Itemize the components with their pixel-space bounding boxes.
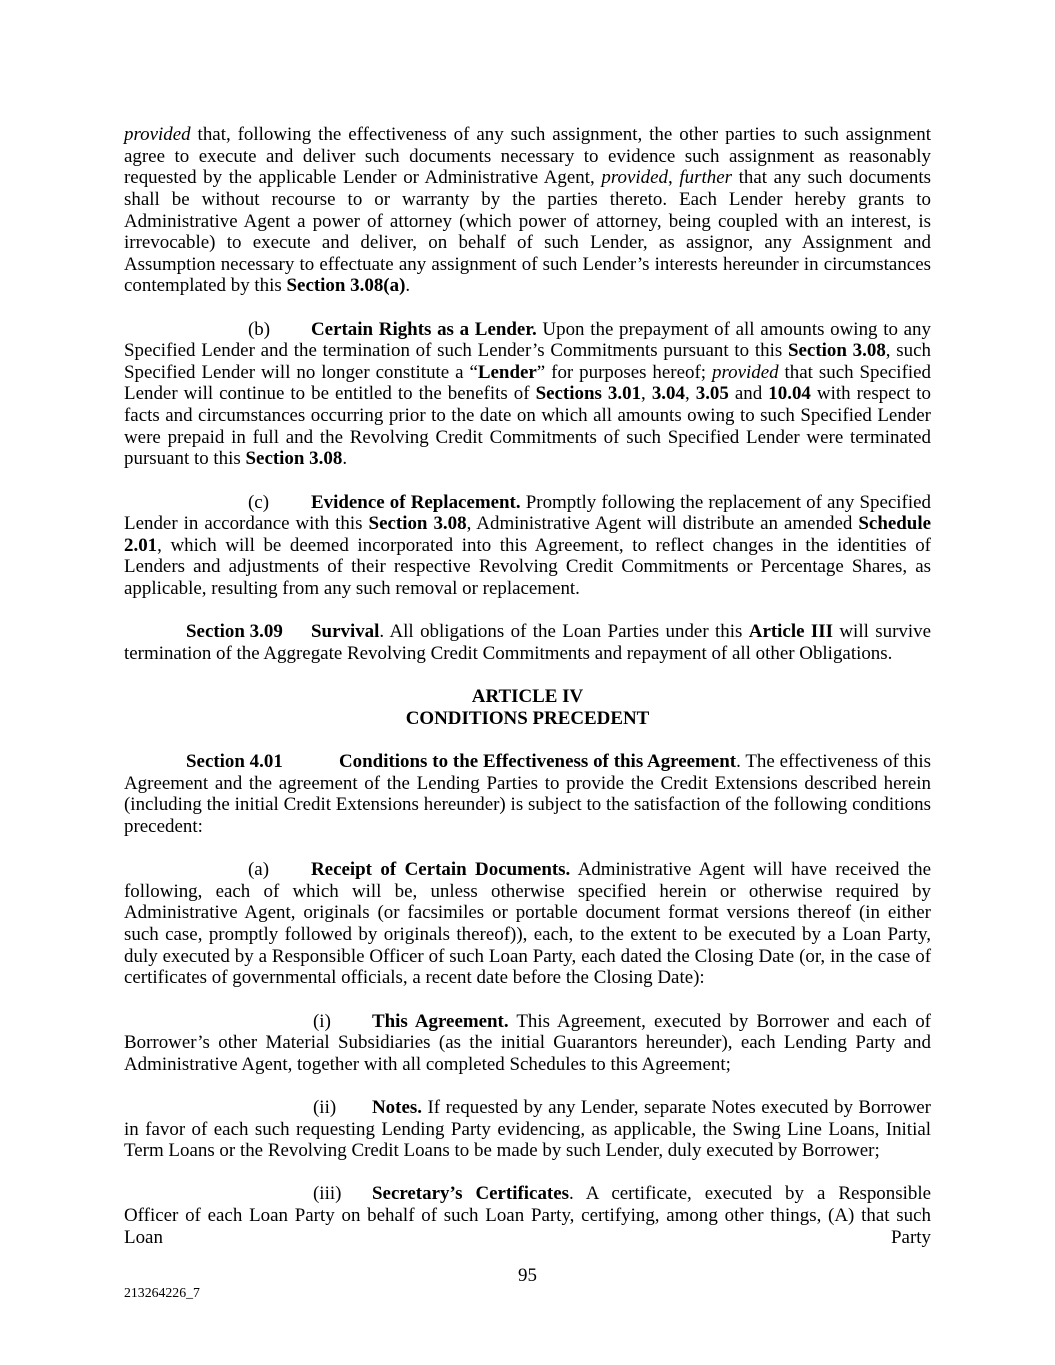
cross-reference: Schedule 2.01 <box>124 513 931 556</box>
cross-reference: 3.04 <box>651 383 685 405</box>
body-text: . The effectiveness of this Agreement and the agreement of the Lending Parties to provide the Credit Extensions described herein (including the initial Credit Extensions hereunder) is subject to the satisfaction of the following conditions precedent: <box>124 751 932 837</box>
body-text: , <box>668 167 680 189</box>
cross-reference: Section 3.08 <box>245 448 343 470</box>
paragraph-section-3-08a-continuation <box>124 124 931 297</box>
cross-reference: Section 3.08 <box>368 513 467 535</box>
clause-label: (i) <box>313 1010 331 1032</box>
article-title: CONDITIONS PRECEDENT <box>405 707 650 729</box>
body-text: . All obligations of the Loan Parties under this <box>379 621 749 643</box>
section-number: Section 4.01 <box>186 751 283 773</box>
body-text: . <box>342 448 348 470</box>
body-text: , such Specified Lender will no longer constitute a “ <box>124 340 931 383</box>
body-text: Upon the prepayment of all amounts owing to any Specified Lender and the termination of such Lender’s Commitments pursuant to this <box>124 318 931 362</box>
clause-label: (b) <box>248 318 271 340</box>
cross-reference: Article III <box>748 621 833 643</box>
clause-heading: Notes. <box>372 1097 422 1118</box>
document-body <box>124 124 931 1270</box>
clause-heading: This Agreement. <box>372 1010 509 1032</box>
body-text: will survive termination of the Aggregate Revolving Credit Commitments and repayment of all other Obligations. <box>124 621 931 664</box>
clause-heading: Receipt of Certain Documents. <box>311 859 571 881</box>
clause-i-this-agreement <box>124 1011 931 1076</box>
body-text: This Agreement, executed by Borrower and each of Borrower’s other Material Subsidiaries (as the initial Guarantors hereunder), each Lending Party and Administrative Agent, together with all completed Schedules to this Agreement; <box>124 1010 931 1075</box>
body-text: that any such documents shall be without recourse to or warranty by the parties thereto. Each Lender hereby grants to Administrative Agent a power of attorney (which power of attorney, being coupled with an interest, is irrevocable) to execute and deliver, on behalf of such Lender, as assignor, any Assignment and Assumption necessary to effectuate any assignment of such Lender’s interests hereunder in circumstances contemplated by this <box>124 167 932 297</box>
clause-heading: Secretary’s Certificates <box>372 1183 570 1205</box>
cross-reference: Sections 3.01 <box>535 383 642 405</box>
body-text: If requested by any Lender, separate Notes executed by Borrower in favor of each such requesting Lending Party evidencing, as applicable, the Swing Line Loans, Initial Term Loans or the Revolving Credit Loans to be made by such Lender, duly executed by Borrower; <box>124 1097 931 1162</box>
body-text: and <box>728 383 769 405</box>
clause-c-evidence-of-replacement <box>124 492 931 600</box>
cross-reference: 3.05 <box>695 383 729 405</box>
section-title: Survival <box>311 621 380 643</box>
body-text: ” for purposes hereof; <box>536 361 712 383</box>
clause-iii-secretarys-certificates <box>124 1183 931 1248</box>
clause-label: (iii) <box>313 1183 342 1205</box>
emphasis-provided: provided <box>601 167 669 189</box>
clause-label: (c) <box>248 491 270 513</box>
document-id: 213264226_7 <box>124 1285 200 1300</box>
clause-heading: Evidence of Replacement. <box>311 491 521 513</box>
body-text: , which will be deemed incorporated into this Agreement, to reflect changes in the identities of Lenders and adjustments of their respective Revolving Credit Commitments or Percentage Shares, as applicable, resulting from any such removal or replacement. <box>124 534 931 600</box>
section-number: Section 3.09 <box>186 621 283 643</box>
emphasis-provided: provided <box>711 361 779 383</box>
cross-reference: Section 3.08 <box>787 340 886 362</box>
clause-heading: Certain Rights as a Lender. <box>311 318 537 340</box>
body-text: Administrative Agent will have received the following, each of which will be, unless otherwise specified herein or otherwise required by Administrative Agent, originals (or facsimiles or portable document format versions thereof (in either such case, promptly followed by originals thereof)), each, to the extent to be executed by a Loan Party, duly executed by a Responsible Officer of such Loan Party, each dated the Closing Date (or, in the case of certificates of governmental officials, a recent date before the Closing Date): <box>124 859 931 989</box>
body-text: , <box>641 383 652 405</box>
body-text: Promptly following the replacement of any Specified Lender in accordance with this <box>124 491 932 535</box>
article-heading <box>124 686 931 729</box>
section-3-09-survival <box>124 621 931 664</box>
emphasis-further: further <box>679 167 733 189</box>
cross-reference: 10.04 <box>768 383 811 405</box>
clause-a-receipt-of-documents <box>124 859 931 989</box>
clause-label: (a) <box>248 859 270 881</box>
body-text: that, following the effectiveness of any such assignment, the other parties to such assignment agree to execute and deliver such documents necessary to evidence such assignment as reasonably requested by the applicable Lender or Administrative Agent, <box>124 124 931 189</box>
body-text: . <box>405 275 411 297</box>
body-text: , <box>684 383 696 405</box>
emphasis-provided: provided <box>124 124 191 145</box>
body-text: that such Specified Lender will continue to be entitled to the benefits of <box>124 361 932 405</box>
body-text: . A certificate, executed by a Responsible Officer of each Loan Party on behalf of such Loan Party, certifying, among other things, (A) that such Loan Party <box>124 1183 931 1248</box>
clause-label: (ii) <box>313 1097 337 1118</box>
section-title: Conditions to the Effectiveness of this Agreement <box>339 751 737 773</box>
cross-reference: Section 3.08(a) <box>286 275 406 297</box>
defined-term: Lender <box>477 361 537 383</box>
clause-ii-notes <box>124 1097 931 1162</box>
article-number: ARTICLE IV <box>471 686 584 708</box>
body-text: , Administrative Agent will distribute an amended <box>466 513 859 535</box>
body-text: with respect to facts and circumstances occurring prior to the date on which all amounts owing to such Specified Lender were prepaid in full and the Revolving Credit Commitments of such Specified Lender were terminated pursuant to this <box>124 383 931 470</box>
page-number: 95 <box>518 1265 537 1286</box>
clause-b-certain-rights <box>124 319 931 470</box>
section-4-01-conditions <box>124 751 931 838</box>
